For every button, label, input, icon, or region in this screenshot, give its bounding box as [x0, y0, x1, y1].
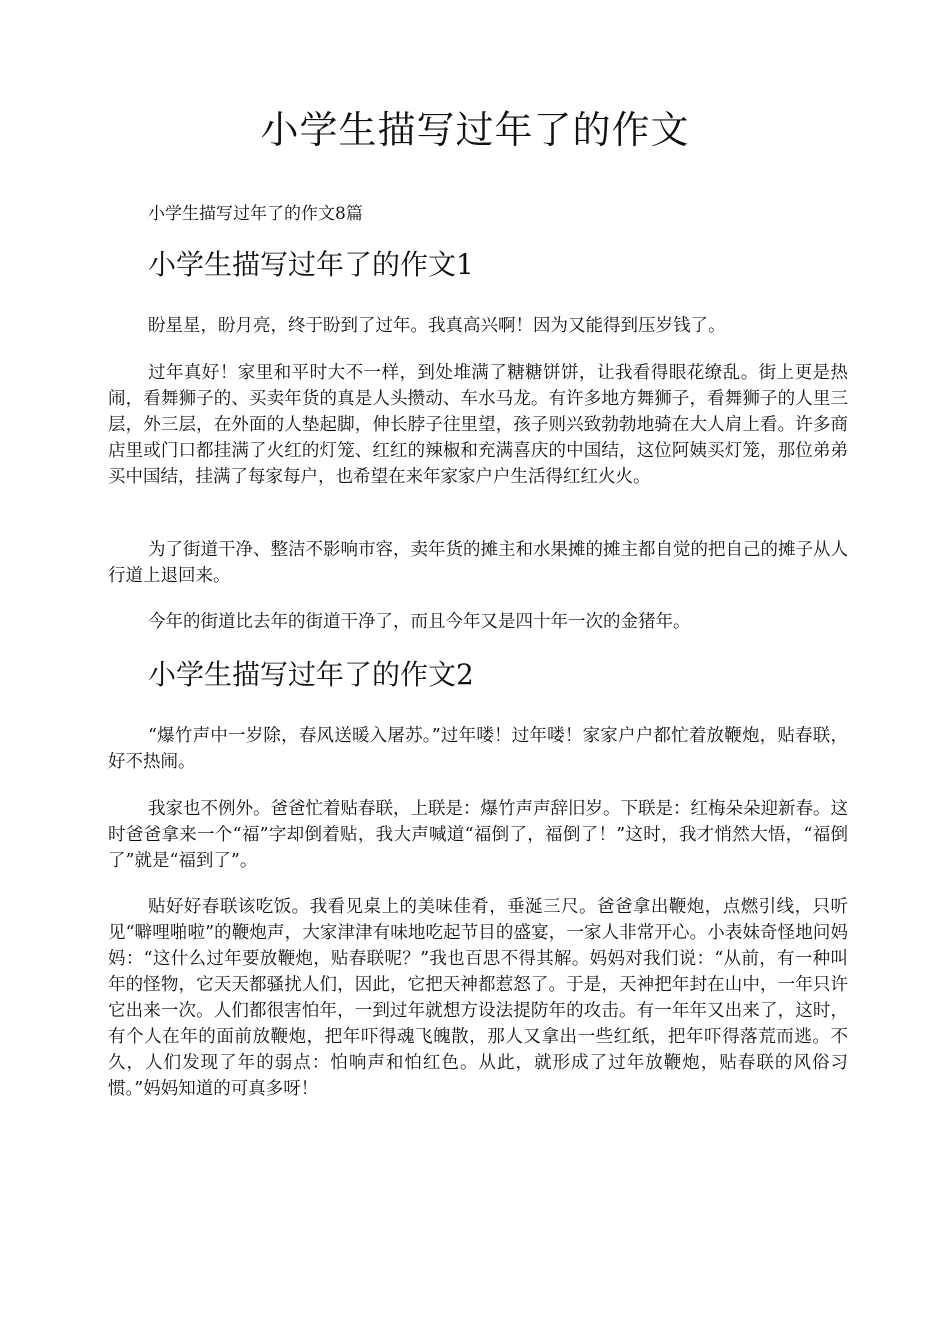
section-1-paragraph-1: 盼星星，盼月亮，终于盼到了过年。我真高兴啊！因为又能得到压岁钱了。 — [148, 316, 726, 336]
section-1-paragraph-4: 今年的街道比去年的街道干净了，而且今年又是四十年一次的金猪年。 — [148, 612, 691, 632]
section-1-paragraph-3: 为了街道干净、整洁不影响市容，卖年货的摊主和水果摊的摊主都自觉的把自己的摊子从人行道上退回来。 — [108, 540, 848, 586]
section-2-paragraph-3: 贴好好春联该吃饭。我看见桌上的美味佳肴，垂涎三尺。爸爸拿出鞭炮，点燃引线，只听见“噼哩啪啦”的鞭炮声，大家津津有味地吃起节目的盛宴，一家人非常开心。小表妹奇怪地问妈妈：“这什么过年要放鞭炮，贴春联呢？”我也百思不得其解。妈妈对我们说：“从前，有一种叫年的怪物，它天天都骚扰人们，因此，它把天神都惹怒了。于是，天神把年封在山中，一年只许它出来一次。人们都很害怕年，一到过年就想方设法提防年的攻击。有一年年又出来了，这时，有个人在年的面前放鞭炮，把年吓得魂飞魄散，那人又拿出一些红纸，把年吓得落荒而逃。不久，人们发现了年的弱点：怕响声和怕红色。从此，就形成了过年放鞭炮，贴春联的风俗习惯。”妈妈知道的可真多呀！ — [108, 897, 848, 1099]
section-2-paragraph-2: 我家也不例外。爸爸忙着贴春联，上联是：爆竹声声辞旧岁。下联是：红梅朵朵迎新春。这时爸爸拿来一个“福”字却倒着贴，我大声喊道“福倒了，福倒了！”这时，我才悄然大悟，“福倒了”就是“福到了”。 — [108, 799, 848, 871]
document-title: 小学生描写过年了的作文 — [260, 108, 690, 152]
section-heading-2: 小学生描写过年了的作文2 — [148, 658, 474, 691]
document-subtitle: 小学生描写过年了的作文8篇 — [148, 204, 363, 224]
section-heading-1: 小学生描写过年了的作文1 — [148, 248, 474, 281]
section-1-paragraph-2: 过年真好！家里和平时大不一样，到处堆满了糖糖饼饼，让我看得眼花缭乱。街上更是热闹，看舞狮子的、买卖年货的真是人头攒动、车水马龙。有许多地方舞狮子，看舞狮子的人里三层，外三层，在外面的人垫起脚，伸长脖子往里望，孩子则兴致勃勃地骑在大人肩上看。许多商店里或门口都挂满了火红的灯笼、红红的辣椒和充满喜庆的中国结，这位阿姨买灯笼，那位弟弟买中国结，挂满了每家每户，也希望在来年家家户户生活得红红火火。 — [108, 363, 848, 487]
section-2-paragraph-1: “爆竹声中一岁除，春风送暖入屠苏。”过年喽！过年喽！家家户户都忙着放鞭炮，贴春联，好不热闹。 — [108, 726, 848, 772]
